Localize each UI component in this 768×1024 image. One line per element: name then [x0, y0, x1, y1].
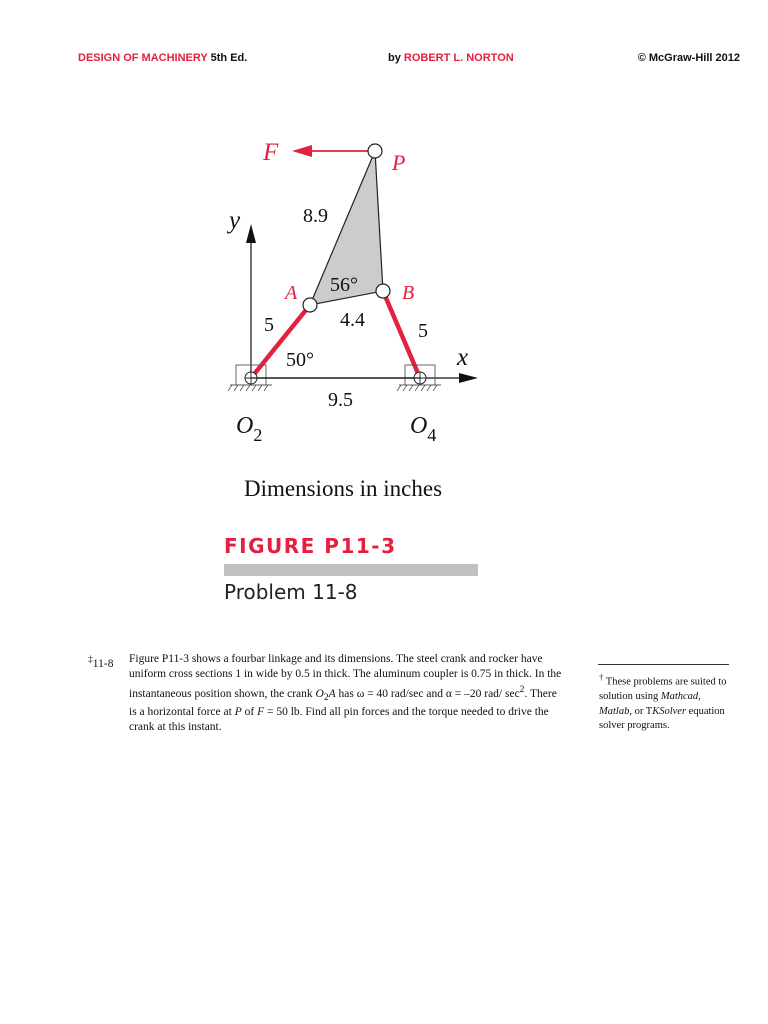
label-o4: $O_4$ — [410, 413, 437, 445]
linkage-figure — [0, 0, 768, 470]
problem-body: Figure P11-3 shows a fourbar linkage and its dimensions. The steel crank and rocker have uniform cross sections 1 in wide by 0.5 in thick. The aluminum coupler is 0.75 in thick. In the instantaneous position shown, the crank $O_2A$ has ω = 40 rad/sec and α = –20 rad/ $\sec^2$. There is a horizontal force at P of F = 50 lb. Find all pin forces and the torque needed to drive the crank at this instant. — [129, 653, 562, 734]
header-by: by — [388, 52, 401, 64]
dimensions-caption: Dimensions in inches — [244, 476, 443, 501]
figure-title-bar — [224, 564, 478, 576]
problem-number: ‡11-8 — [88, 654, 114, 670]
y-axis-arrow — [246, 224, 256, 243]
figure-title: FIGURE P11-3 — [224, 534, 397, 558]
point-p-label: P — [392, 150, 406, 175]
header-title: DESIGN OF MACHINERY — [78, 52, 208, 64]
header-edition: 5th Ed. — [210, 52, 248, 64]
dim-ground: 9.5 — [328, 389, 353, 411]
angle-coupler: 56° — [330, 274, 358, 296]
x-axis-arrow — [459, 373, 478, 383]
label-o2: $O_2$ — [236, 413, 263, 445]
dim-rocker: 5 — [418, 320, 428, 342]
pin-a — [303, 298, 317, 312]
figure-subtitle: Problem 11-8 — [224, 580, 358, 604]
angle-crank: 50° — [286, 349, 314, 371]
header-author-name: ROBERT L. NORTON — [403, 52, 514, 64]
x-axis-label: x — [457, 344, 469, 371]
dim-ab: 4.4 — [340, 309, 365, 331]
pin-p — [368, 144, 382, 158]
dim-crank: 5 — [264, 314, 274, 336]
header-copyright: © McGraw-Hill 2012 — [637, 52, 740, 64]
problem-text — [88, 652, 563, 735]
dim-coupler-ap: 8.9 — [303, 205, 328, 227]
footnote: † These problems are suited to solution using Mathcad, Matlab, or TKSolver equation solver programs. — [599, 672, 727, 731]
footnote-rule — [598, 664, 729, 665]
y-axis-label: y — [229, 207, 241, 234]
force-arrow-head — [292, 145, 312, 157]
pin-b — [376, 284, 390, 298]
force-label: F — [263, 139, 279, 166]
point-a-label: A — [285, 282, 298, 304]
point-b-label: B — [402, 282, 415, 304]
